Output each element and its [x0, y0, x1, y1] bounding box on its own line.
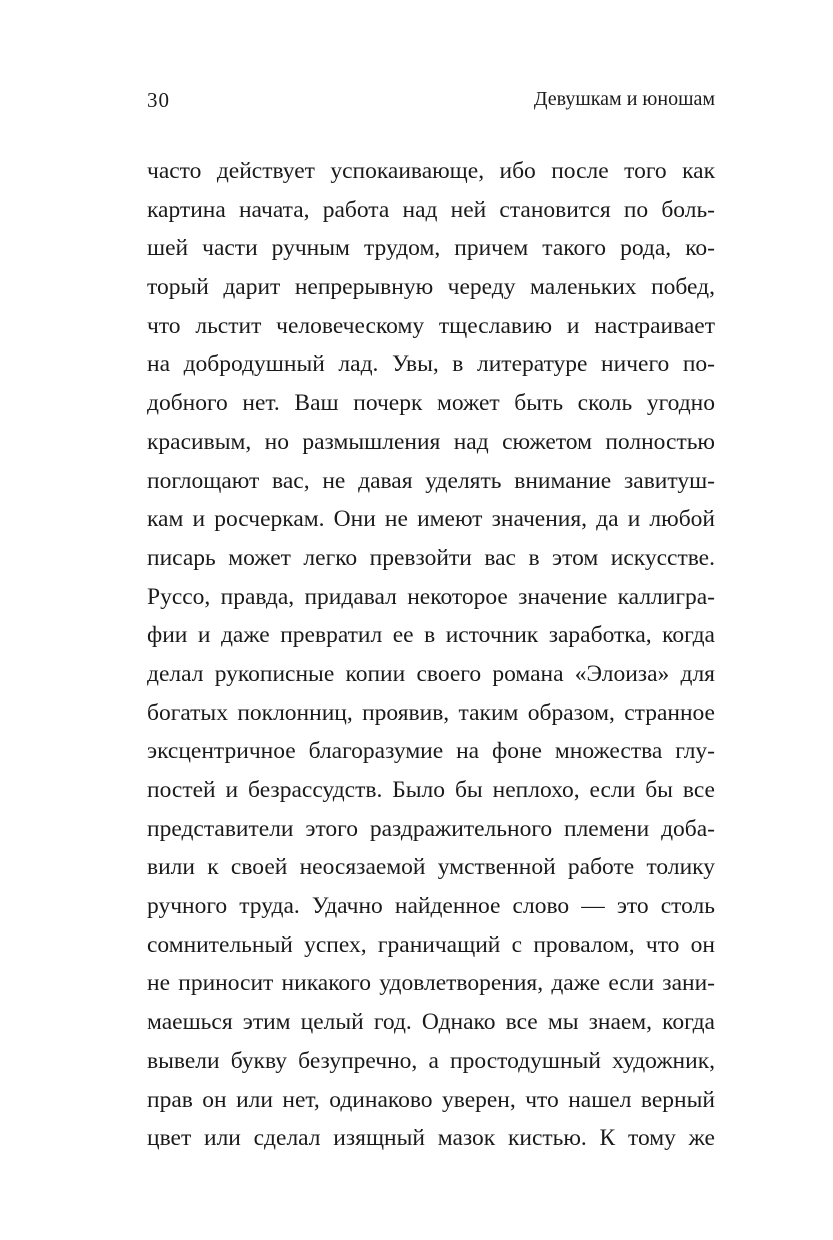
text-line: писарь может легко превзойти вас в этом искусстве.	[147, 544, 715, 571]
body-text	[147, 152, 715, 1158]
text-line: Руссо, правда, придавал некоторое значение каллигра-	[147, 583, 715, 610]
text-line: поглощают вас, не давая уделять внимание завитуш-	[147, 467, 715, 494]
text-line: не приносит никакого удовлетворения, даже если зани-	[147, 970, 715, 997]
text-line: что льстит человеческому тщеславию и настраивает	[147, 312, 715, 339]
text-line: красивым, но размышления над сюжетом полностью	[147, 428, 715, 455]
text-line: сомнительный успех, граничащий с провалом, что он	[147, 931, 715, 958]
text-line: постей и безрассудств. Было бы неплохо, если бы все	[147, 777, 715, 803]
text-line: маешься этим целый год. Однако все мы знаем, когда	[147, 1009, 715, 1036]
text-line: богатых поклонниц, проявив, таким образом, странное	[147, 699, 715, 726]
running-title: Девушкам и юношам	[533, 88, 715, 110]
text-line: картина начата, работа над ней становится по боль-	[147, 196, 715, 223]
text-line: ручного труда. Удачно найденное слово — это столь	[147, 893, 715, 920]
text-line: вывели букву безупречно, а простодушный художник,	[147, 1047, 715, 1074]
running-header	[147, 88, 715, 118]
text-line: представители этого раздражительного племени доба-	[147, 815, 715, 842]
text-line: кам и росчеркам. Они не имеют значения, да и любой	[147, 506, 715, 533]
text-line: добного нет. Ваш почерк может быть сколь угодно	[147, 390, 715, 417]
text-line: фии и даже превратил ее в источник заработка, когда	[147, 622, 715, 649]
text-line: прав он или нет, одинаково уверен, что нашел верный	[147, 1086, 715, 1113]
text-line: на добродушный лад. Увы, в литературе ничего по-	[147, 351, 715, 378]
text-line-last: цвет или сделал изящный мазок кистью. К тому же	[147, 1125, 715, 1152]
text-line: эксцентричное благоразумие на фоне множества глу-	[147, 738, 715, 765]
text-line: часто действует успокаивающе, ибо после того как	[147, 158, 715, 184]
text-line: шей части ручным трудом, причем такого рода, ко-	[147, 235, 715, 262]
text-line: делал рукописные копии своего романа «Элоиза» для	[147, 660, 715, 687]
text-line: вили к своей неосязаемой умственной работе толику	[147, 854, 715, 881]
page-number: 30	[147, 88, 170, 112]
text-line: торый дарит непрерывную череду маленьких побед,	[147, 274, 715, 301]
